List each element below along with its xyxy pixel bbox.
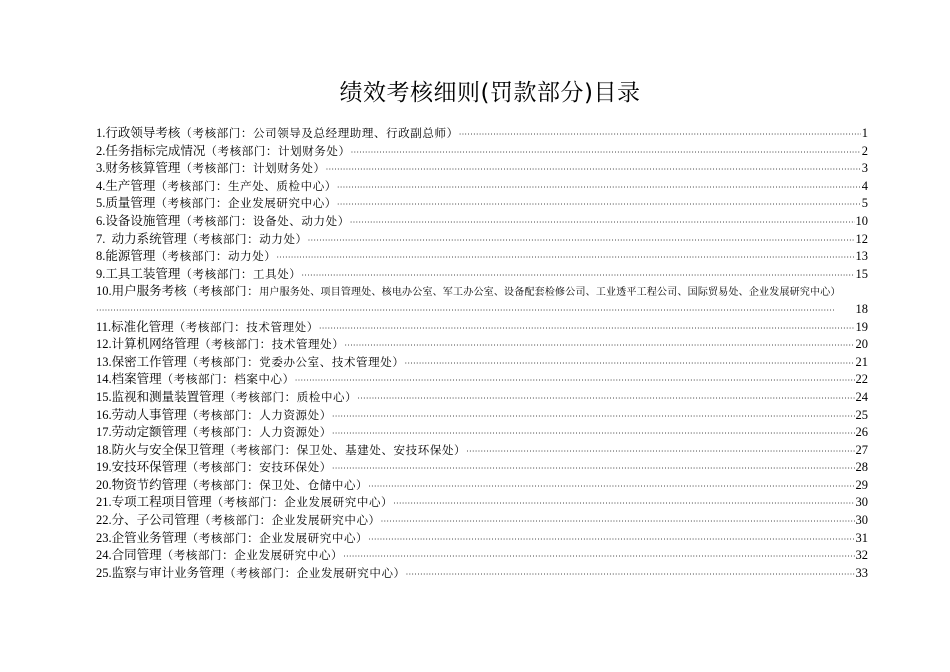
toc-leader-dots: [368, 478, 854, 496]
toc-department: （考核部门：党委办公室、技术管理处）: [186, 356, 405, 369]
toc-entry[interactable]: [96, 266, 868, 284]
toc-entry[interactable]: [96, 319, 868, 337]
toc-number: 7.: [96, 231, 106, 246]
toc-leader-dots: [350, 214, 855, 232]
toc-entry[interactable]: [96, 442, 868, 460]
toc-number: 20.: [96, 477, 112, 492]
toc-leader-dots: [301, 267, 854, 285]
toc-page-number: 29: [855, 477, 868, 492]
toc-department: （考核部门：公司领导及总经理助理、行政副总师）: [180, 128, 459, 140]
toc-page-number: 2: [861, 143, 868, 158]
toc-department: （考核部门：保卫处、仓储中心）: [186, 479, 369, 492]
toc-page-number: 21: [855, 354, 868, 369]
toc-department: （考核部门：动力处）: [186, 233, 308, 246]
document-title: 绩效考核细则(罚款部分)目录: [339, 80, 641, 106]
toc-department: （考核部门：技术管理处）: [173, 321, 319, 334]
toc-leader-dots: [332, 460, 855, 478]
toc-title: 安技环保管理（考核部门：安技环保处）: [111, 460, 332, 475]
toc-title: 劳动定额管理（考核部门：人力资源处）: [111, 425, 332, 440]
toc-leader-dots: [466, 443, 854, 461]
toc-number: 22.: [96, 513, 112, 528]
toc-title: 工具工装管理（考核部门：工具处）: [105, 266, 302, 281]
toc-title: 档案管理（考核部门：档案中心）: [111, 372, 295, 387]
toc-number: 10.: [96, 284, 112, 299]
toc-title: 劳动人事管理（考核部门：人力资源处）: [111, 407, 332, 422]
toc-number: 2.: [96, 143, 106, 158]
toc-title: 动力系统管理（考核部门：动力处）: [105, 231, 308, 246]
toc-number: 15.: [96, 389, 112, 404]
toc-leader-dots: [276, 249, 854, 267]
toc-page-number: 27: [855, 442, 868, 457]
toc-entry[interactable]: [96, 283, 868, 301]
toc-leader-dots: [381, 513, 855, 531]
toc-entry[interactable]: [96, 231, 868, 249]
toc-number: 8.: [96, 249, 106, 264]
toc-department: （考核部门：安技环保处）: [186, 462, 332, 475]
toc-leader-dots: [337, 179, 861, 197]
toc-number: 12.: [96, 337, 112, 352]
toc-page-number: 22: [855, 372, 868, 387]
toc-page-number: 18: [855, 301, 868, 316]
toc-number: 19.: [96, 460, 112, 475]
toc-page-number: 5: [861, 196, 868, 211]
toc-leader-dots: [332, 408, 855, 426]
toc-leader-dots: [337, 196, 861, 214]
toc-entry[interactable]: [96, 178, 868, 196]
toc-page-number: 25: [855, 407, 868, 422]
toc-department: （考核部门：动力处）: [155, 251, 277, 264]
toc-title: 合同管理（考核部门：企业发展研究中心）: [111, 548, 344, 563]
toc-leader-dots: [406, 566, 855, 584]
toc-title: 分、子公司管理（考核部门：企业发展研究中心）: [111, 513, 381, 528]
toc-entry[interactable]: [96, 248, 868, 266]
toc-number: 14.: [96, 372, 112, 387]
toc-department: （考核部门：企业发展研究中心）: [161, 550, 344, 563]
toc-leader-dots: [326, 161, 861, 179]
toc-department: （考核部门：人力资源处）: [186, 409, 332, 422]
toc-department: （考核部门：计划财务处）: [205, 145, 351, 158]
toc-leader-dots: [308, 232, 855, 250]
toc-title: 生产管理（考核部门：生产处、质检中心）: [105, 178, 337, 193]
toc-page-number: 15: [855, 266, 868, 281]
toc-page-number: 10: [855, 213, 868, 228]
toc-number: 6.: [96, 213, 106, 228]
toc-title: 物资节约管理（考核部门：保卫处、仓储中心）: [111, 477, 369, 492]
toc-entry[interactable]: [96, 494, 868, 512]
toc-title: 监察与审计业务管理（考核部门：企业发展研究中心）: [111, 565, 406, 580]
toc-page-number: 20: [855, 337, 868, 352]
toc-entry[interactable]: [96, 530, 868, 548]
toc-department: （考核部门：技术管理处）: [199, 339, 345, 352]
toc-page-number: 32: [855, 548, 868, 563]
toc-department: （考核部门：质检中心）: [224, 391, 358, 404]
toc-page-number: 33: [855, 565, 868, 580]
toc-title: 行政领导考核（考核部门：公司领导及总经理助理、行政副总师）: [105, 126, 459, 140]
toc-title: 标准化管理（考核部门：技术管理处）: [111, 319, 319, 334]
toc-page-number: 31: [855, 530, 868, 545]
toc-leader-dots: [332, 425, 855, 443]
toc-title: 监视和测量装置管理（考核部门：质检中心）: [111, 389, 358, 404]
toc-department: （考核部门：企业发展研究中心）: [155, 198, 337, 211]
toc-title: 专项工程项目管理（考核部门：企业发展研究中心）: [111, 495, 394, 510]
toc-entry[interactable]: [96, 160, 868, 178]
toc-entry[interactable]: [96, 336, 868, 354]
toc-number: 11.: [96, 319, 112, 334]
toc-number: 23.: [96, 530, 112, 545]
toc-entry[interactable]: [96, 354, 868, 372]
toc-department: （考核部门：档案中心）: [161, 374, 295, 387]
toc-page-number: 3: [861, 161, 868, 176]
toc-department: （考核部门：企业发展研究中心）: [199, 515, 381, 528]
toc-number: 25.: [96, 565, 112, 580]
toc-title: 计算机网络管理（考核部门：技术管理处）: [111, 337, 345, 352]
toc-entry[interactable]: [96, 459, 868, 477]
toc-number: 18.: [96, 442, 112, 457]
toc-title: 企管业务管理（考核部门：企业发展研究中心）: [111, 530, 369, 545]
toc-leader-dots: [357, 390, 854, 408]
toc-title: 任务指标完成情况（考核部门：计划财务处）: [105, 143, 351, 158]
toc-entry[interactable]: [96, 547, 868, 565]
toc-leader-dots: [319, 320, 855, 338]
toc-department: （考核部门：企业发展研究中心）: [186, 532, 369, 545]
toc-title: 财务核算管理（考核部门：计划财务处）: [105, 161, 326, 176]
toc-leader-dots: [368, 531, 854, 549]
toc-title: 防火与安全保卫管理（考核部门：保卫处、基建处、安技环保处）: [111, 442, 467, 457]
toc-entry[interactable]: [96, 565, 868, 583]
toc-page-number: 30: [855, 513, 868, 528]
toc-department: （考核部门：人力资源处）: [186, 427, 332, 440]
toc-number: 4.: [96, 178, 106, 193]
toc-entry[interactable]: [96, 389, 868, 407]
toc-number: 9.: [96, 266, 106, 281]
toc-department: 用户服务处、项目管理处、核电办公室、军工办公室、设备配套检修公司、工业透平工程公司、国际贸易处、企业发展研究中心）: [259, 287, 841, 299]
toc-page-number: 24: [855, 389, 868, 404]
toc-department: （考核部门：工具处）: [180, 268, 302, 281]
toc-page-number: 30: [855, 495, 868, 510]
toc-number: 13.: [96, 354, 112, 369]
toc-entry[interactable]: [96, 213, 868, 231]
toc-page-number: 19: [855, 319, 868, 334]
table-of-contents: [96, 125, 868, 582]
toc-department: （考核部门：设备处、动力处）: [180, 215, 350, 228]
toc-entry[interactable]: [96, 371, 868, 389]
toc-leader-dots: [404, 355, 854, 373]
toc-title: 用户服务考核（考核部门：用户服务处、项目管理处、核电办公室、军工办公室、设备配套检修公司、工业透平工程公司、国际贸易处、企业发展研究中心）: [111, 284, 841, 299]
toc-number: 5.: [96, 196, 106, 211]
toc-entry[interactable]: [96, 512, 868, 530]
toc-entry[interactable]: [96, 143, 868, 161]
toc-title: 能源管理（考核部门：动力处）: [105, 249, 277, 264]
toc-number: 17.: [96, 425, 112, 440]
toc-number: 24.: [96, 548, 112, 563]
toc-leader-dots: [393, 495, 854, 513]
toc-page-number: 13: [855, 249, 868, 264]
toc-leader-dots: [343, 548, 854, 566]
toc-number: 21.: [96, 495, 112, 510]
toc-leader-dots: [295, 372, 855, 390]
toc-department: （考核部门：生产处、质检中心）: [155, 180, 337, 193]
toc-title: 设备设施管理（考核部门：设备处、动力处）: [105, 213, 350, 228]
toc-department-label: （考核部门：: [186, 286, 260, 299]
toc-entry-continuation[interactable]: [96, 301, 868, 319]
toc-leader-dots: [459, 126, 861, 144]
toc-department: （考核部门：保卫处、基建处、安技环保处）: [224, 444, 467, 457]
toc-number: 3.: [96, 161, 106, 176]
toc-entry[interactable]: [96, 424, 868, 442]
toc-number: 1.: [96, 126, 106, 140]
toc-title: 保密工作管理（考核部门：党委办公室、技术管理处）: [111, 354, 405, 369]
toc-entry[interactable]: [96, 477, 868, 495]
toc-page-number: 4: [861, 178, 868, 193]
toc-leader-dots: [96, 302, 855, 320]
toc-title: 质量管理（考核部门：企业发展研究中心）: [105, 196, 337, 211]
toc-leader-dots: [351, 144, 861, 162]
toc-department: （考核部门：企业发展研究中心）: [211, 497, 394, 510]
toc-department: （考核部门：计划财务处）: [180, 163, 326, 176]
toc-leader-dots: [344, 337, 854, 355]
toc-entry[interactable]: [96, 195, 868, 213]
toc-page-number: 26: [855, 425, 868, 440]
toc-department: （考核部门：企业发展研究中心）: [224, 567, 406, 580]
toc-number: 16.: [96, 407, 112, 422]
toc-page-number: 1: [861, 126, 868, 140]
toc-page-number: 28: [855, 460, 868, 475]
toc-entry[interactable]: [96, 407, 868, 425]
toc-entry[interactable]: [96, 125, 868, 143]
toc-page-number: 12: [855, 231, 868, 246]
